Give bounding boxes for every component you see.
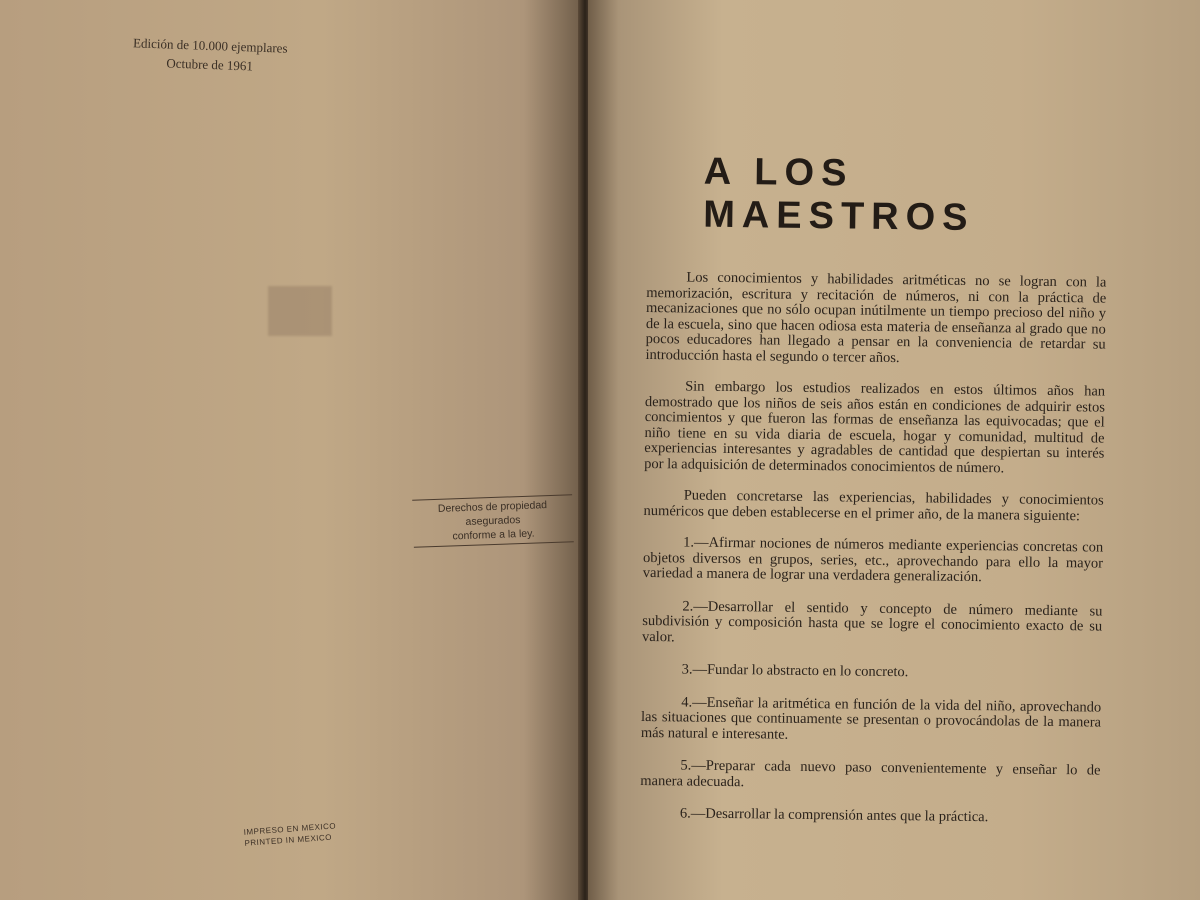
page-content xyxy=(640,150,1108,844)
list-item: 3.—Fundar lo abstracto en lo concreto. xyxy=(681,661,909,681)
paragraph: Pueden concretarse las experiencias, habilidades y conocimientos numéricos que deben establecerse en el primer año, de la manera siguiente: xyxy=(643,487,1104,524)
paper-stain xyxy=(268,286,332,336)
list-item: 2.—Desarrollar el sentido y concepto de número mediante su subdivisión y composición hasta que se logre el conocimiento exacto de su valor. xyxy=(641,597,1103,645)
right-page xyxy=(588,0,1200,900)
copyright-line-2: conforme a la ley. xyxy=(452,527,535,543)
edition-count: Edición de 10.000 ejemplares xyxy=(132,35,288,56)
copyright-notice xyxy=(412,494,574,548)
paragraph: Sin embargo los estudios realizados en estos últimos años han demostrado que los niños de seis años están en condiciones de adquirir estos concimientos y que fueron las formas de enseñanza las equivocadas; que el niño tiene en su vida diaria de escuela, hogar y comunidad, multitud de experiencias interesantes y agradables de cantidad que despiertan su interés por la adquisición de determinados conocimientos de número. xyxy=(644,378,1106,476)
list-item: 4.—Enseñar la aritmética en función de la vida del niño, aprovechando las situaciones que continuamente se presentan o provocándolas de la manera más natural e interesante. xyxy=(640,693,1102,743)
page-title: A LOS MAESTROS xyxy=(702,150,975,239)
paragraph: Los conocimientos y habilidades aritméticas no se logran con la memorización, escritura y recitación de números, ni con la práctica de mecanizaciones que no sólo ocupan inútilmente un tiempo precioso del niño y de la escuela, sino que hacen odiosa esta materia de enseñanza al grado que no pocos educadores han llegado a pensar en la conveniencia de retardar su introducción hasta el segundo o tercer años. xyxy=(645,269,1107,366)
printed-in-notice xyxy=(243,819,354,849)
list-item: 1.—Afirmar nociones de números mediante experiencias concretas con objetos diversos en grupos, series, etc., aprovechando para ello la mayor variedad a manera de lograr una verdadera generalización. xyxy=(642,534,1104,586)
edition-date: Octubre de 1961 xyxy=(166,55,254,74)
printed-line-2: PRINTED IN MEXICO xyxy=(244,832,333,848)
copyright-line-1: Derechos de propiedad asegurados xyxy=(437,499,548,528)
list-item: 6.—Desarrollar la comprensión antes que la práctica. xyxy=(679,805,989,826)
edition-info xyxy=(99,32,320,78)
printed-line-1: IMPRESO EN MEXICO xyxy=(243,821,337,837)
list-item: 5.—Preparar cada nuevo paso convenientemente y enseñar lo de manera adecuada. xyxy=(640,757,1101,790)
left-page xyxy=(0,0,582,900)
